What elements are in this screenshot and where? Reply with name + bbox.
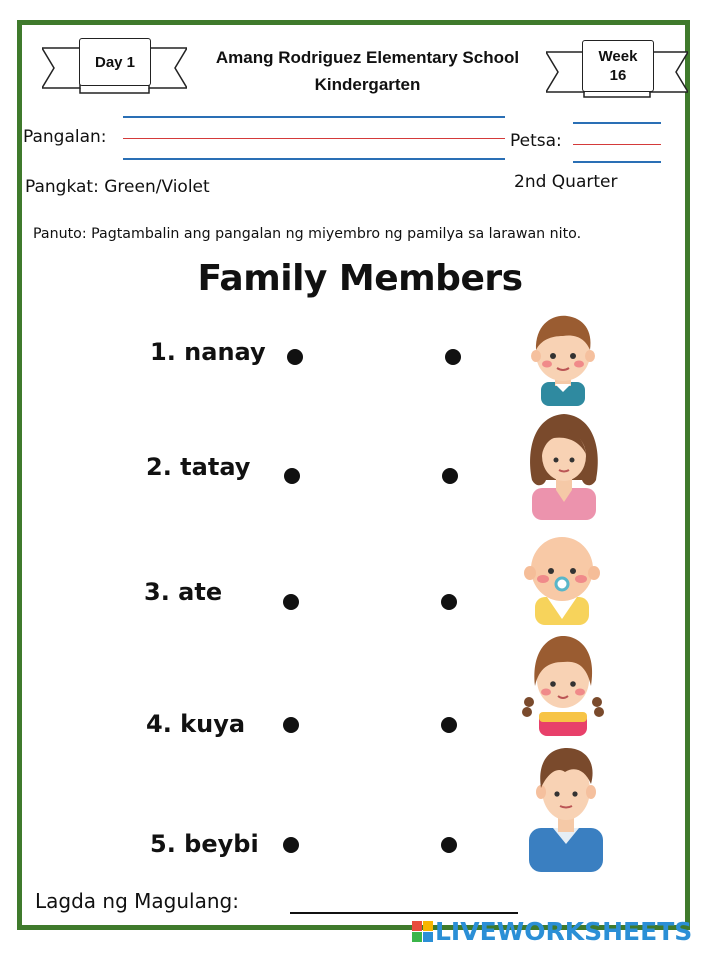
match-dot-right-2[interactable] (442, 468, 458, 484)
quarter-label: 2nd Quarter (514, 172, 618, 192)
instructions: Panuto: Pagtambalin ang pangalan ng miyembro ng pamilya sa larawan nito. (33, 226, 582, 242)
name-line-top (123, 116, 505, 118)
school-header (190, 44, 545, 98)
signature-label: Lagda ng Magulang: (35, 889, 239, 913)
school-name: Amang Rodriguez Elementary School (215, 48, 520, 67)
item-beybi: 5. beybi (150, 830, 259, 858)
match-dot-right-4[interactable] (441, 717, 457, 733)
group-row (25, 177, 210, 197)
father-icon (525, 744, 607, 874)
grade-label: Kindergarten (314, 75, 421, 94)
date-line-mid[interactable] (573, 144, 661, 145)
date-line-bottom (573, 161, 661, 163)
match-dot-left-3[interactable] (283, 594, 299, 610)
baby-icon (521, 527, 603, 625)
signature-line[interactable] (290, 912, 518, 914)
match-dot-right-5[interactable] (441, 837, 457, 853)
watermark (412, 917, 692, 946)
week-label: Week 16 (582, 40, 654, 92)
item-kuya: 4. kuya (146, 710, 246, 738)
item-nanay: 1. nanay (150, 338, 266, 366)
item-tatay: 2. tatay (146, 453, 251, 481)
girl-child-icon (521, 632, 605, 736)
match-dot-left-4[interactable] (283, 717, 299, 733)
match-dot-right-3[interactable] (441, 594, 457, 610)
match-dot-right-1[interactable] (445, 349, 461, 365)
match-dot-left-2[interactable] (284, 468, 300, 484)
liveworksheets-logo-icon (412, 921, 433, 942)
item-ate: 3. ate (144, 578, 223, 606)
group-label: Pangkat: (25, 177, 99, 197)
watermark-text: LIVEWORKSHEETS (435, 917, 693, 946)
worksheet-title: Family Members (197, 258, 523, 299)
mother-icon (524, 410, 604, 520)
name-line-mid[interactable] (123, 138, 505, 139)
date-line-top (573, 122, 661, 124)
boy-child-icon (527, 312, 599, 406)
name-label: Pangalan: (23, 127, 107, 147)
name-line-bottom (123, 158, 505, 160)
day-label: Day 1 (79, 38, 151, 86)
match-dot-left-5[interactable] (283, 837, 299, 853)
match-dot-left-1[interactable] (287, 349, 303, 365)
group-value: Green/Violet (104, 177, 210, 197)
date-label: Petsa: (510, 131, 562, 151)
